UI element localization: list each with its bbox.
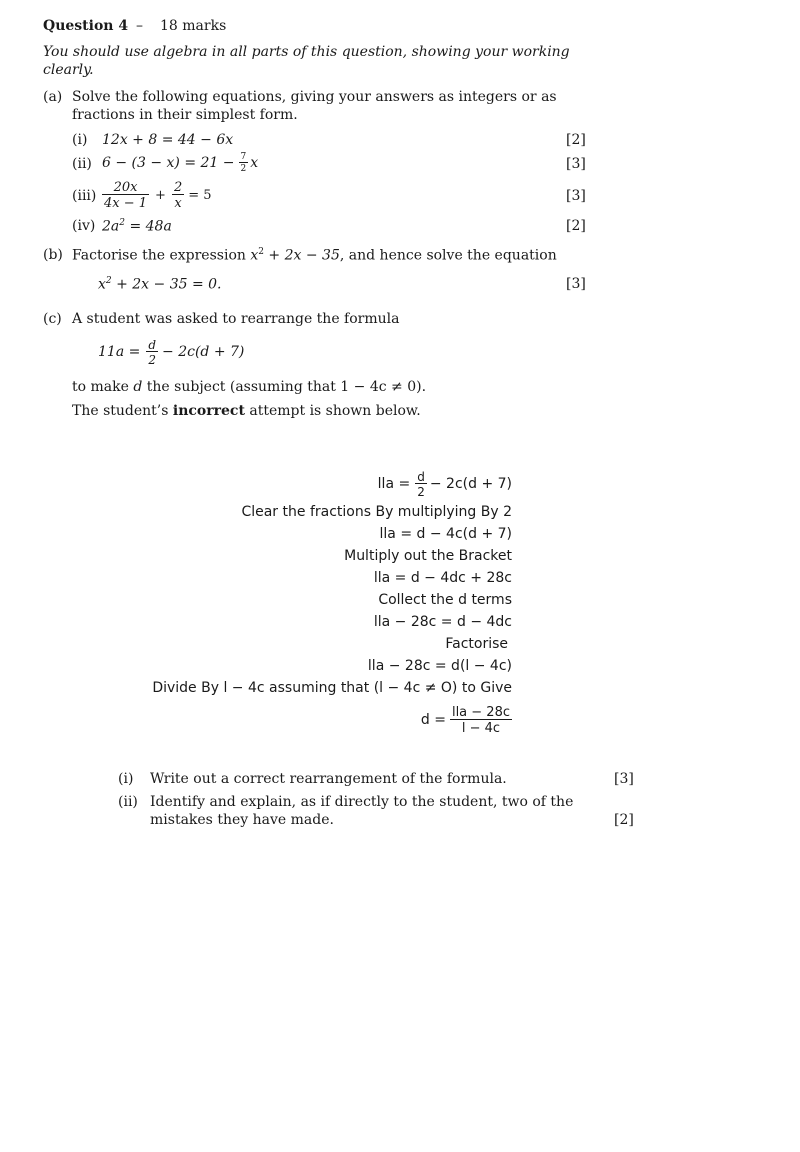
a-iii-mark: [3] — [566, 188, 586, 204]
c-i-label: (i) — [118, 771, 134, 787]
a-i-label: (i) — [72, 132, 88, 148]
part-b-label: (b) — [43, 247, 63, 263]
work-l11-num: lla − 28c — [451, 704, 510, 720]
c-ii-text-1: Identify and explain, as if directly to the student, two of the — [150, 794, 574, 810]
part-a-text-1: Solve the following equations, giving your answers as integers or as — [72, 89, 557, 105]
a-iii-fraction-2 — [172, 181, 184, 210]
question-marks: 18 marks — [160, 18, 227, 34]
part-b-eq-sup: 2 — [105, 276, 112, 286]
a-ii-var: x — [250, 155, 259, 171]
work-line-8: Factorise — [445, 636, 508, 652]
part-c-text-2-pre: to make — [72, 379, 134, 395]
part-b-text — [72, 247, 557, 264]
c-i-mark: [3] — [614, 771, 634, 787]
work-line-1 — [378, 466, 512, 502]
a-iv-rhs: = 48a — [125, 218, 172, 235]
work-l1-lhs: lla = — [377, 476, 411, 492]
a-iii-equation — [102, 176, 212, 214]
part-b-text-pre: Factorise the expression — [72, 247, 251, 264]
part-c-label: (c) — [43, 311, 62, 327]
question-title: Question 4 — [43, 18, 129, 34]
part-b-mark: [3] — [566, 276, 586, 292]
part-b-eq-x: x — [98, 276, 106, 293]
part-b-expr-sup: 2 — [258, 247, 264, 257]
work-line-9: lla − 28c = d(l − 4c) — [367, 658, 512, 674]
c-ii-text-2: mistakes they have made. — [150, 812, 334, 828]
a-i-equation: 12x + 8 = 44 − 6x — [102, 132, 234, 148]
part-c-text-3 — [72, 403, 421, 419]
part-b-text-post: , and hence solve the equation — [339, 247, 557, 264]
part-c-text-2-var: d — [133, 379, 143, 395]
a-iii-rhs: = 5 — [188, 187, 212, 203]
a-iii-f1-den: 4x − 1 — [104, 195, 148, 211]
a-iii-plus: + — [155, 187, 166, 203]
part-a-text-2: fractions in their simplest form. — [72, 107, 298, 123]
a-iv-lhs: 2a — [102, 218, 120, 235]
part-c-text-2 — [72, 379, 426, 395]
c-ii-label: (ii) — [118, 794, 138, 810]
a-ii-mark: [3] — [566, 156, 586, 172]
a-ii-frac-den: 2 — [240, 163, 247, 174]
a-ii-frac-num: 7 — [240, 151, 247, 162]
part-c-text-3-pre: The student’s — [72, 403, 173, 419]
work-l1-num: d — [417, 469, 425, 484]
a-i-mark: [2] — [566, 132, 586, 148]
work-l11-lhs: d = — [420, 712, 446, 728]
a-ii-fraction — [239, 153, 249, 174]
c-i-text: Write out a correct rearrangement of the formula. — [150, 771, 507, 787]
a-iii-f2-num: 2 — [173, 179, 183, 195]
work-line-2: Clear the fractions By multiplying By 2 — [241, 504, 512, 520]
work-line-11 — [421, 700, 512, 740]
part-c-text-1: A student was asked to rearrange the formula — [72, 311, 400, 327]
a-ii-equation — [102, 150, 258, 176]
work-line-7: lla − 28c = d − 4dc — [373, 614, 512, 630]
work-line-5: lla = d − 4dc + 28c — [373, 570, 512, 586]
work-l1-fraction — [415, 471, 427, 498]
part-c-formula — [98, 332, 244, 372]
title-dash: – — [136, 18, 143, 34]
a-ii-label: (ii) — [72, 156, 92, 172]
intro-line-1: You should use algebra in all parts of this question, showing your working — [43, 44, 570, 60]
a-ii-lhs: 6 − (3 − x) = 21 − — [102, 155, 235, 171]
part-c-text-3-post: attempt is shown below. — [244, 403, 421, 419]
part-c-formula-den: 2 — [146, 351, 158, 366]
work-line-6: Collect the d terms — [378, 592, 512, 608]
part-c-text-3-bold: incorrect — [172, 403, 245, 419]
a-iv-equation — [102, 218, 172, 235]
c-ii-mark: [2] — [614, 812, 634, 828]
work-l11-fraction — [450, 706, 512, 735]
part-a-label: (a) — [43, 89, 63, 105]
part-b-eq-rest: + 2x − 35 = 0. — [111, 276, 222, 293]
part-c-formula-fraction — [146, 339, 158, 366]
work-l1-den: 2 — [417, 484, 425, 499]
intro-line-2: clearly. — [43, 62, 94, 78]
work-l1-rhs: − 2c(d + 7) — [429, 476, 512, 492]
work-line-3: lla = d − 4c(d + 7) — [379, 526, 512, 542]
part-c-formula-rhs: − 2c(d + 7) — [162, 344, 245, 360]
a-iii-f1-num: 20x — [113, 179, 138, 195]
part-c-formula-num: d — [148, 337, 157, 352]
part-c-formula-lhs: 11a = — [98, 344, 141, 360]
work-line-10: Divide By l − 4c assuming that (l − 4c ≠ O) to Give — [152, 680, 512, 696]
a-iii-f2-den: x — [172, 194, 184, 210]
a-iv-mark: [2] — [566, 218, 586, 234]
a-iv-sup: 2 — [119, 218, 125, 228]
part-b-expr: x — [250, 247, 259, 264]
a-iii-fraction-1 — [102, 181, 149, 210]
work-l11-den: l − 4c — [450, 719, 512, 735]
part-c-text-2-post: the subject (assuming that 1 − 4c ≠ 0). — [142, 379, 427, 395]
a-iii-label: (iii) — [72, 188, 97, 204]
part-b-equation — [98, 276, 222, 293]
part-b-expr-rest: + 2x − 35 — [263, 247, 340, 264]
a-iv-label: (iv) — [72, 218, 96, 234]
work-line-4: Multiply out the Bracket — [344, 548, 512, 564]
